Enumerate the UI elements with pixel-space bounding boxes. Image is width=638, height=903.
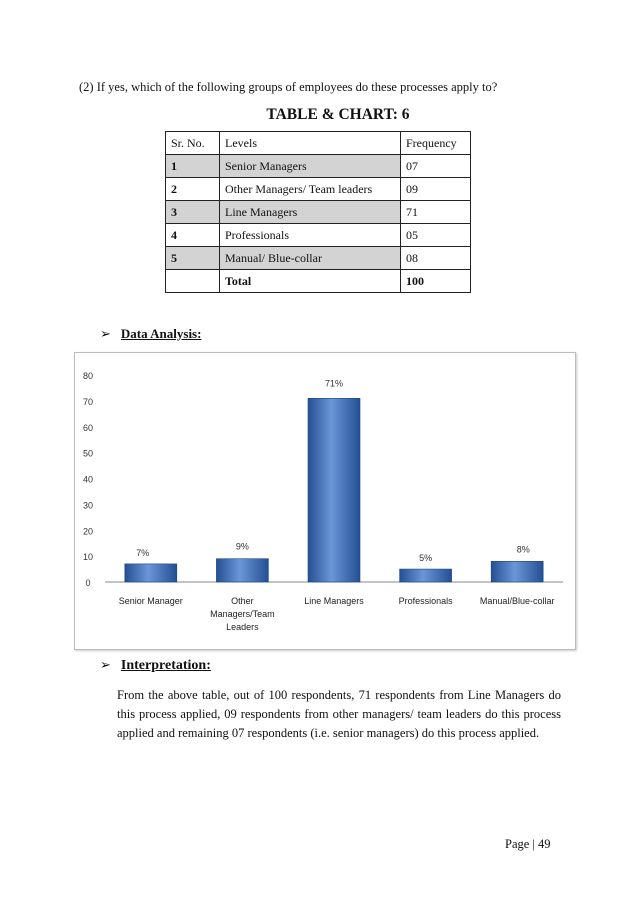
row-sr: 5 <box>166 247 220 270</box>
header-sr-no: Sr. No. <box>166 132 220 155</box>
table-row <box>166 247 471 270</box>
row-frequency: 08 <box>401 247 471 270</box>
arrow-bullet-icon: ➢ <box>100 326 111 341</box>
y-tick-label: 20 <box>82 526 94 537</box>
x-category-label: Managers/Team <box>210 609 275 619</box>
row-sr: 1 <box>166 155 220 178</box>
x-category-label: Professionals <box>398 596 453 606</box>
table-total-row <box>166 270 471 293</box>
bar <box>400 569 452 582</box>
header-levels: Levels <box>220 132 401 155</box>
y-tick-label: 60 <box>82 422 94 433</box>
row-level: Line Managers <box>220 201 401 224</box>
bar <box>216 559 268 582</box>
table-header-row <box>166 132 471 155</box>
row-sr: 2 <box>166 178 220 201</box>
data-label: 8% <box>516 544 530 555</box>
bar-chart-svg <box>75 353 575 649</box>
table-title: TABLE & CHART: 6 <box>266 106 410 123</box>
y-tick-label: 80 <box>82 371 94 381</box>
row-frequency: 71 <box>401 201 471 224</box>
row-level: Senior Managers <box>220 155 401 178</box>
interpretation-heading: Interpretation: <box>120 658 211 673</box>
arrow-bullet-icon: ➢ <box>100 657 111 672</box>
total-value: 100 <box>401 270 471 293</box>
y-tick-label: 40 <box>82 474 94 485</box>
y-tick-label: 10 <box>82 552 94 563</box>
row-sr: 4 <box>166 224 220 247</box>
data-analysis-heading-row <box>100 325 201 343</box>
levels-table <box>165 131 471 293</box>
x-category-label: Leaders <box>226 622 259 632</box>
table-row <box>166 178 471 201</box>
interpretation-heading-row <box>100 656 211 674</box>
row-level: Other Managers/ Team leaders <box>220 178 401 201</box>
header-frequency: Frequency <box>401 132 471 155</box>
question-text: (2) If yes, which of the following groups of employees do these processes apply to? <box>79 80 498 94</box>
row-level: Manual/ Blue-collar <box>220 247 401 270</box>
x-category-label: Senior Manager <box>118 596 183 606</box>
bar <box>491 561 543 582</box>
table-row <box>166 201 471 224</box>
y-tick-label: 30 <box>82 500 94 511</box>
y-tick-label: 0 <box>85 578 91 588</box>
bar-chart <box>74 352 576 650</box>
page-number: Page | 49 <box>505 837 551 851</box>
row-level: Professionals <box>220 224 401 247</box>
row-frequency: 09 <box>401 178 471 201</box>
row-sr: 3 <box>166 201 220 224</box>
table-row <box>166 155 471 178</box>
bar <box>125 564 177 582</box>
x-category-label: Manual/Blue-collar <box>479 596 555 606</box>
row-frequency: 05 <box>401 224 471 247</box>
interpretation-paragraph: From the above table, out of 100 respondents, 71 respondents from Line Managers do this process applied, 09 respondents from other managers/ team leaders do this process applied and remaining 07 respondents (i.e. senior managers) do this process applied. <box>117 688 561 740</box>
total-label: Total <box>220 270 401 293</box>
bar <box>308 398 360 582</box>
table-row <box>166 224 471 247</box>
x-category-label: Other <box>231 596 254 606</box>
row-frequency: 07 <box>401 155 471 178</box>
y-tick-label: 50 <box>82 448 94 459</box>
data-analysis-heading: Data Analysis: <box>120 326 202 341</box>
data-label: 5% <box>419 553 433 564</box>
data-label: 71% <box>324 378 344 389</box>
total-empty-cell <box>166 270 220 293</box>
data-label: 9% <box>235 541 249 552</box>
data-label: 7% <box>136 547 150 558</box>
y-tick-label: 70 <box>82 396 94 407</box>
x-category-label: Line Managers <box>304 596 364 606</box>
